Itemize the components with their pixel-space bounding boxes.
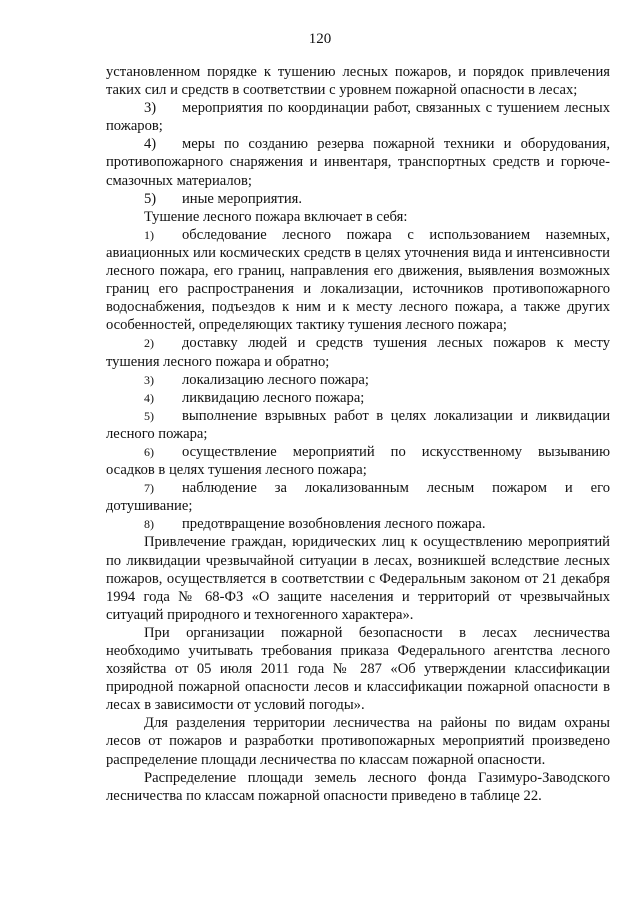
list-item-text: иные мероприятия. [182,190,303,207]
list-item-text: осуществление мероприятий по искусственному вызыванию осадков в целях тушения лесного пожара; [106,443,610,479]
paragraph: Тушение лесного пожара включает в себя: [144,208,408,225]
list-item-number: 5) [144,408,154,423]
list-item [106,135,610,189]
list-item [106,371,610,389]
list-item [106,190,610,208]
list-item-number: 2) [144,336,154,351]
list-item-number: 5) [144,190,157,207]
document-body [106,63,610,805]
list-item-number: 1) [144,227,154,242]
list-item-number: 3) [144,100,157,117]
list-item [106,226,610,335]
list-item [106,99,610,135]
list-item-text: ликвидацию лесного пожара; [182,389,365,406]
list-item-text: локализацию лесного пожара; [182,371,369,388]
list-item [106,334,610,370]
list-item [106,443,610,479]
paragraph: Привлечение граждан, юридических лиц к осуществлению мероприятий по ликвидации чрезвычайной ситуации в лесах, возникшей вследствие лесных пожаров, осуществляется в соответствии с Федеральным законом от 21 декабря 1994 года № 68-ФЗ «О защите населения и территорий от чрезвычайных ситуаций природного и техногенного характера». [106,534,610,623]
list-item-number: 7) [144,481,154,496]
list-item-number: 4) [144,390,154,405]
paragraph: Распределение площади земель лесного фонда Газимуро-Заводского лесничества по классам пожарной опасности приведено в таблице 22. [106,769,610,804]
page-number: 120 [308,31,332,47]
list-item-text: мероприятия по координации работ, связанных с тушением лесных пожаров; [106,100,610,135]
list-item [106,389,610,407]
list-item-number: 6) [144,444,154,459]
list-item [106,515,610,533]
list-item-number: 4) [144,136,157,153]
list-item-text: наблюдение за локализованным лесным пожаром и его дотушивание; [106,480,610,515]
list-item [106,479,610,515]
list-item-text: меры по созданию резерва пожарной техники и оборудования, противопожарного снаряжения и инвентаря, транспортных средств и горюче-смазочных материалов; [106,136,610,189]
paragraph: При организации пожарной безопасности в лесах лесничества необходимо учитывать требования приказа Федерального агентства лесного хозяйства от 05 июля 2011 года № 287 «Об утверждении классификации природной пожарной опасности лесов и классификации пожарной опасности в лесах в зависимости от условий погоды». [106,624,610,714]
list-item [106,407,610,443]
list-item-number: 3) [144,372,154,387]
list-item-text: обследование лесного пожара с использованием наземных, авиационных или космических средств в целях уточнения вида и интенсивности лесного пожара, его границ, направления его движения, выявления возможных границ его распространения и локализации, источников противопожарного водоснабжения, подъездов к ним и к месту лесного пожара, а также других особенностей, определяющих тактику тушения лесного пожара; [106,226,610,334]
list-item-number: 8) [144,517,154,532]
paragraph: Для разделения территории лесничества на районы по видам охраны лесов от пожаров и разработки противопожарных мероприятий произведено распределение площади лесничества по классам пожарной опасности. [106,715,610,768]
paragraph: установленном порядке к тушению лесных пожаров, и порядок привлечения таких сил и средств в соответствии с уровнем пожарной опасности в лесах; [106,64,610,99]
list-item-text: выполнение взрывных работ в целях локализации и ликвидации лесного пожара; [106,407,610,442]
list-item-text: доставку людей и средств тушения лесных пожаров к месту тушения лесного пожара и обратно; [106,335,610,370]
list-item-text: предотвращение возобновления лесного пожара. [182,516,486,533]
